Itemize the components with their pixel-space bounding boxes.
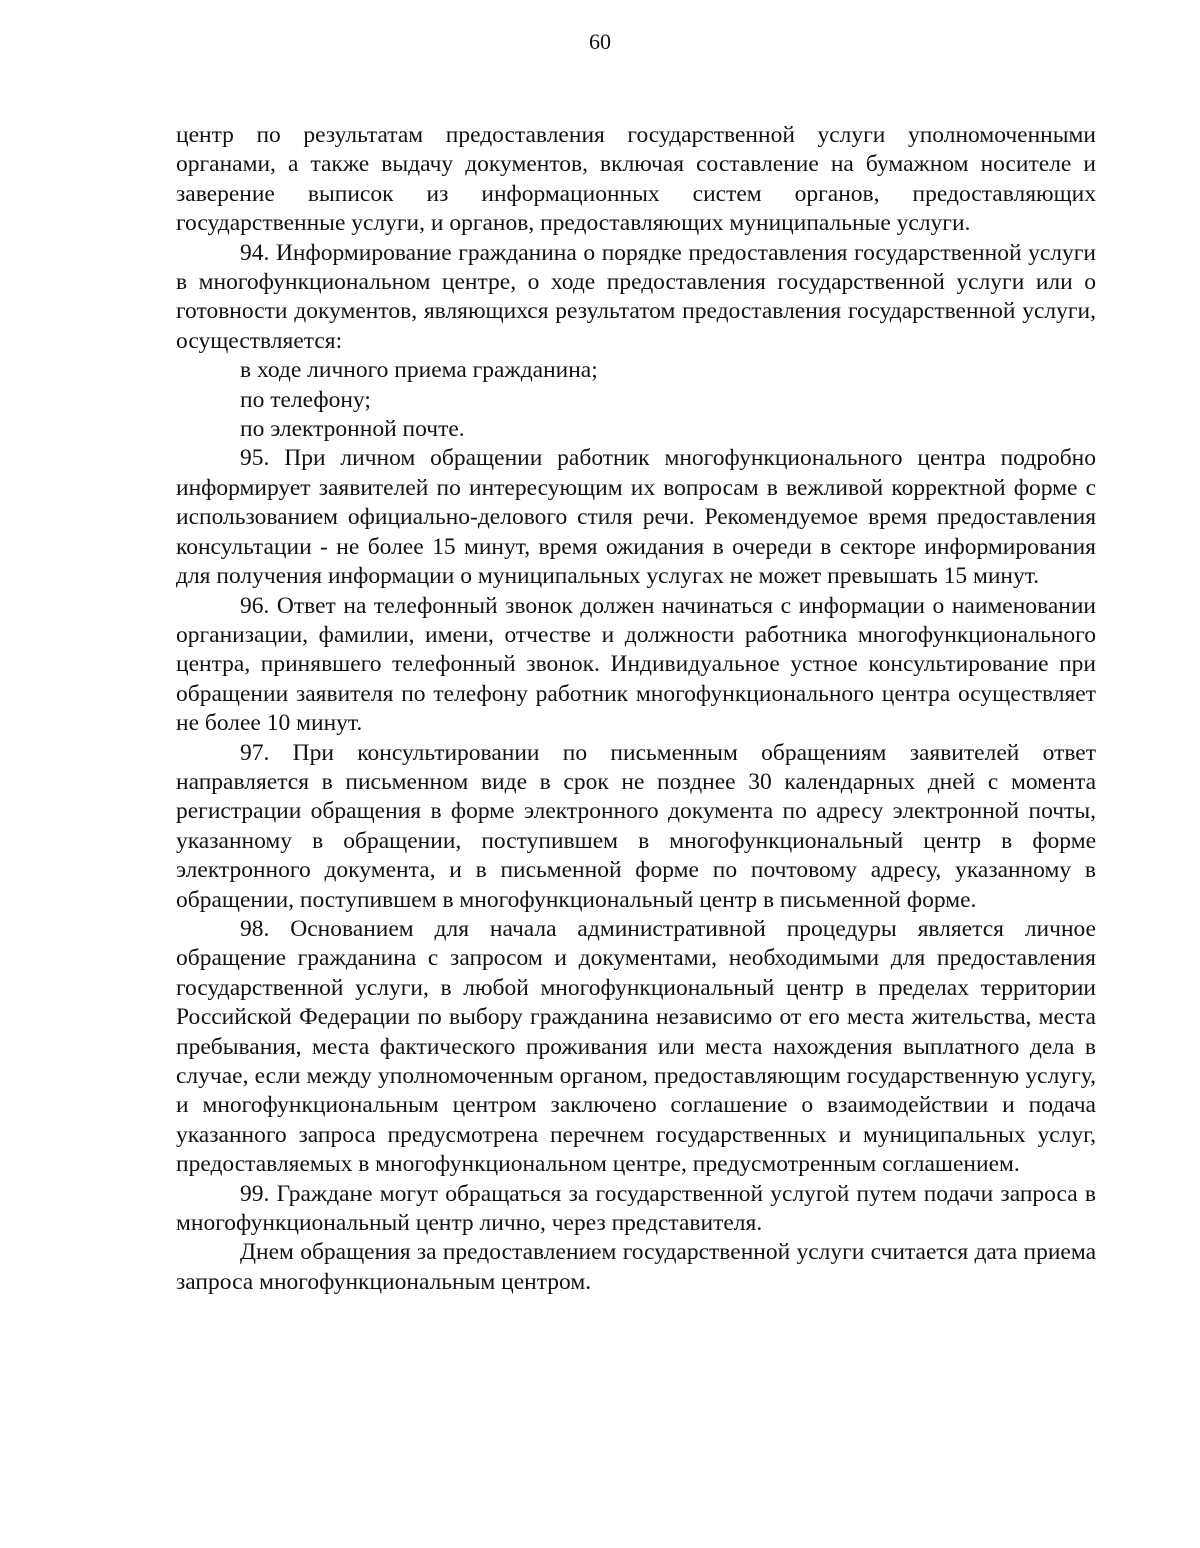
paragraph-98: 98. Основанием для начала административной процедуры является личное обращение гражданина с запросом и документами, необходимыми для предоставления государственной услуги, в любой многофункциональный центр в пределах территории Российской Федерации по выбору гражданина независимо от его места жительства, места пребывания, места фактического проживания или места нахождения выплатного дела в случае, если между уполномоченным органом, предоставляющим государственную услугу, и многофункциональным центром заключено соглашение о взаимодействии и подача указанного запроса предусмотрена перечнем государственных и муниципальных услуг, предоставляемых в многофункциональном центре, предусмотренным соглашением. xyxy=(176,915,1096,1178)
paragraph-94: 94. Информирование гражданина о порядке предоставления государственной услуги в многофункциональном центре, о ходе предоставления государственной услуги или о готовности документов, являющихся результатом предоставления государственной услуги, осуществляется: xyxy=(176,239,1096,354)
paragraph-continuation: центр по результатам предоставления государственной услуги уполномоченными органами, а также выдачу документов, включая составление на бумажном носителе и заверение выписок из информационных систем органов, предоставляющих государственные услуги, и органов, предоставляющих муниципальные услуги. xyxy=(176,122,1096,237)
page-number: 60 xyxy=(589,29,611,54)
paragraph-96: 96. Ответ на телефонный звонок должен начинаться с информации о наименовании организации, фамилии, имени, отчестве и должности работника многофункционального центра, принявшего телефонный звонок. Индивидуальное устное консультирование при обращении заявителя по телефону работник многофункционального центра осуществляет не более 10 минут. xyxy=(176,592,1096,737)
paragraph-99: 99. Граждане могут обращаться за государственной услугой путем подачи запроса в многофункциональный центр лично, через представителя. xyxy=(176,1180,1096,1237)
paragraph-application-date: Днем обращения за предоставлением государственной услуги считается дата приема запроса многофункциональным центром. xyxy=(176,1239,1096,1295)
document-body xyxy=(176,121,1096,1297)
paragraph-97: 97. При консультировании по письменным обращениям заявителей ответ направляется в письменном виде в срок не позднее 30 календарных дней с момента регистрации обращения в форме электронного документа по адресу электронной почты, указанному в обращении, поступившем в многофункциональный центр в форме электронного документа, и в письменной форме по почтовому адресу, указанному в обращении, поступившем в многофункциональный центр в письменной форме. xyxy=(176,739,1096,913)
list-item-email: по электронной почте. xyxy=(240,416,465,443)
list-item-personal-reception: в ходе личного приема гражданина; xyxy=(240,357,598,384)
paragraph-95: 95. При личном обращении работник многофункционального центра подробно информирует заявителей по интересующим их вопросам в вежливой корректной форме с использованием официально-делового стиля речи. Рекомендуемое время предоставления консультации - не более 15 минут, время ожидания в очереди в секторе информирования для получения информации о муниципальных услугах не может превышать 15 минут. xyxy=(176,445,1096,590)
list-item-phone: по телефону; xyxy=(240,386,371,413)
